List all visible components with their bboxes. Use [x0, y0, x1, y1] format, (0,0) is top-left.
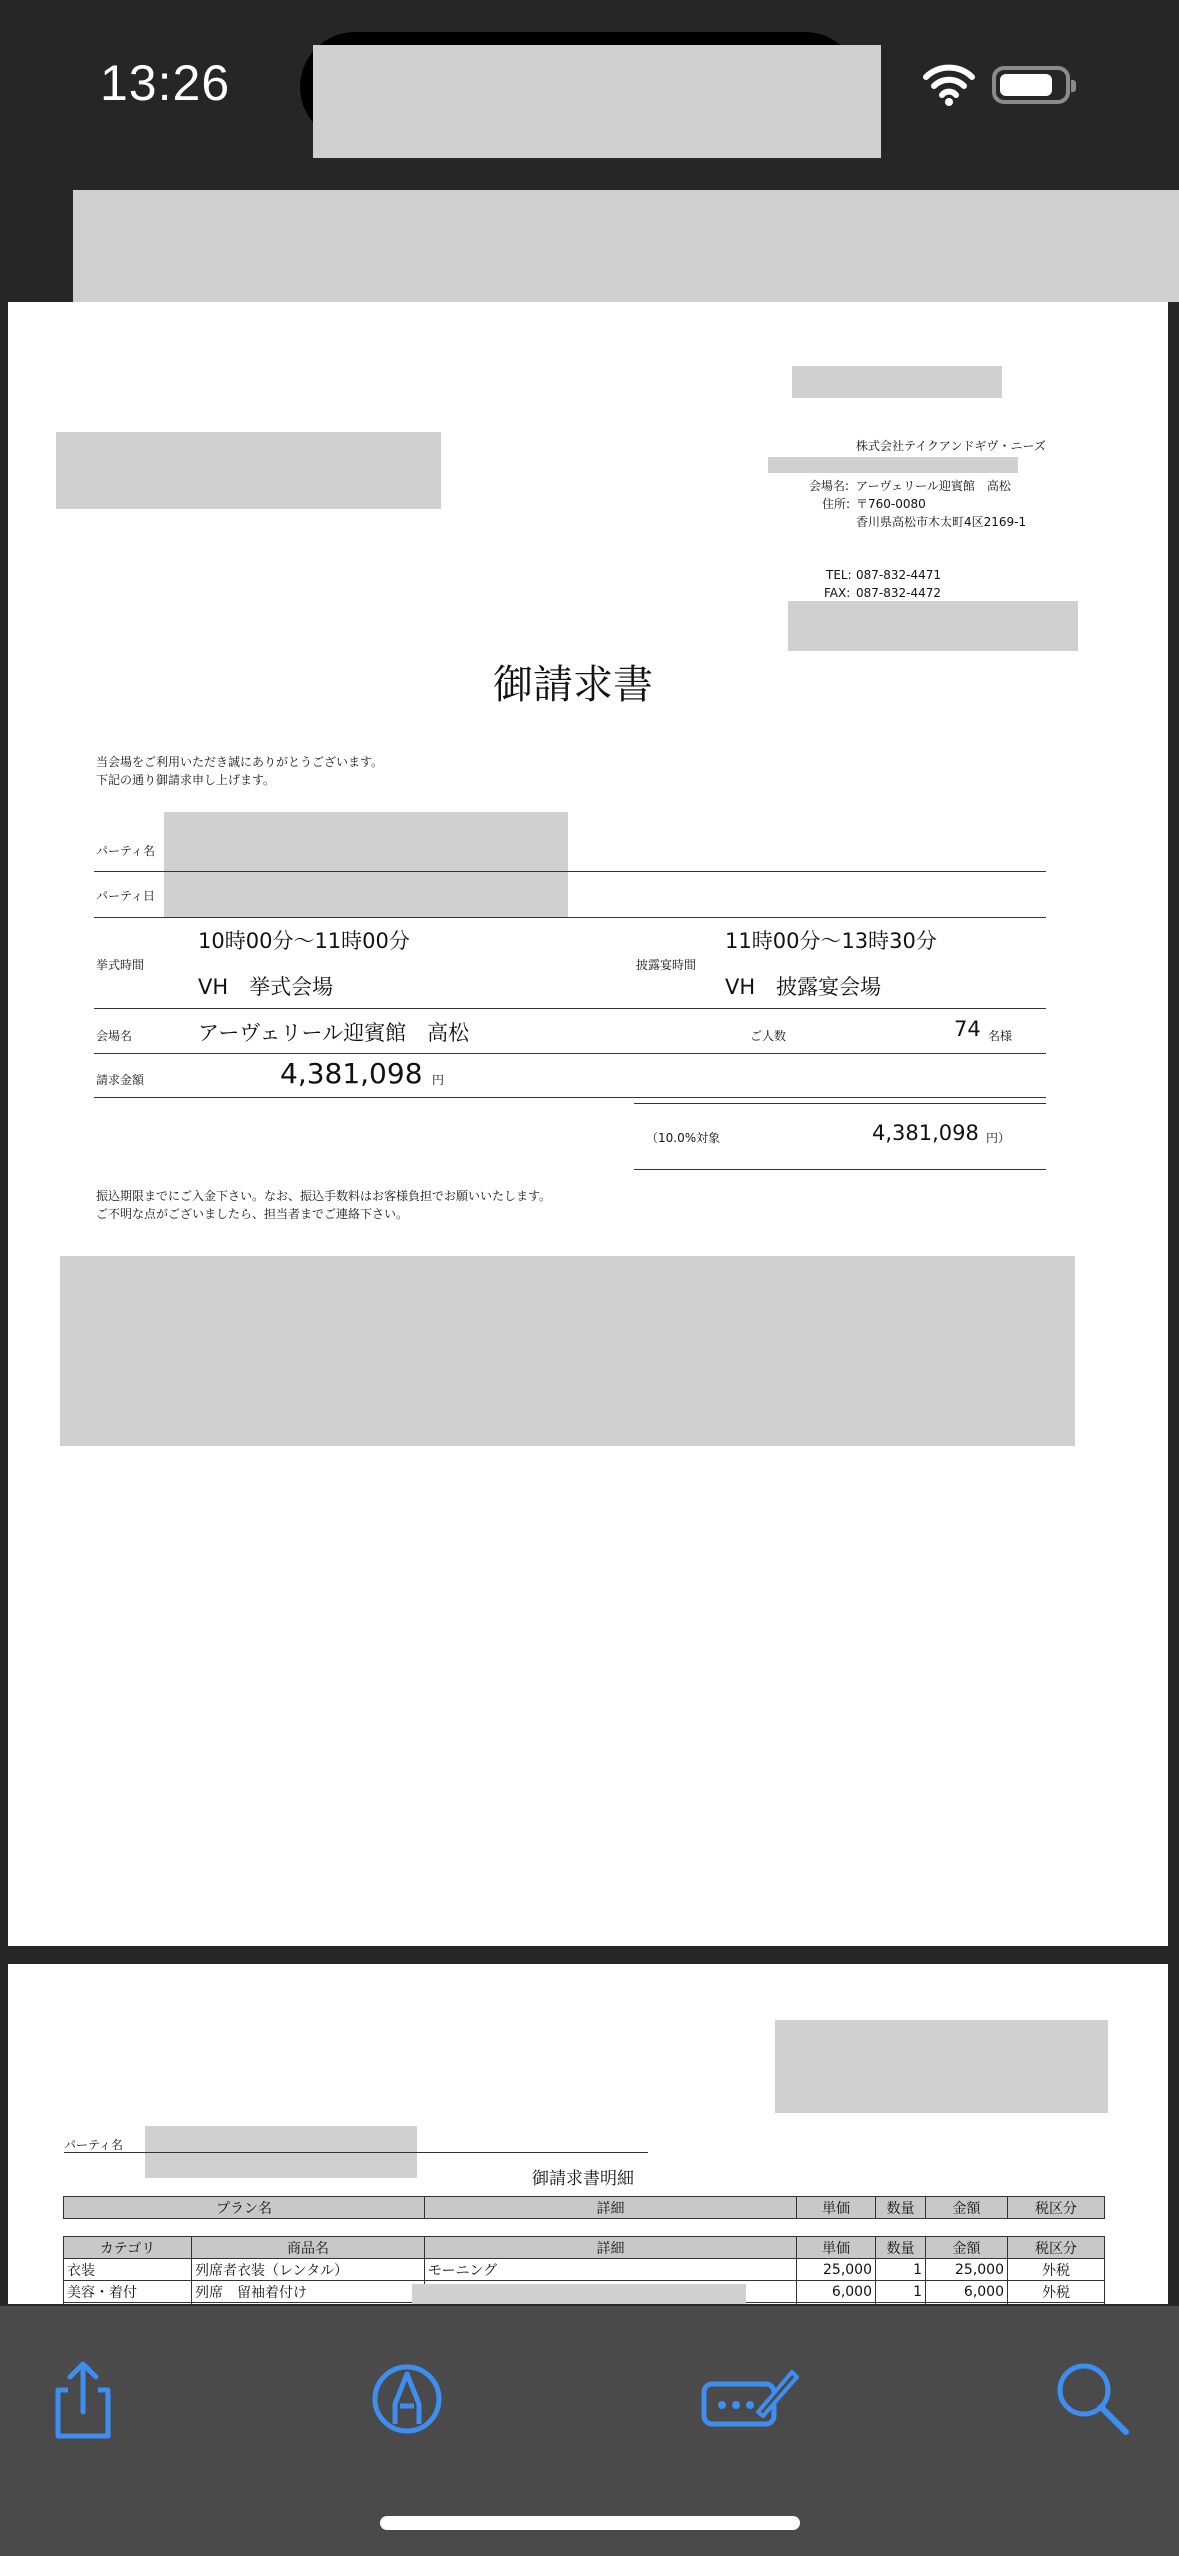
plan-header-row: [64, 2197, 1105, 2219]
tel-label: TEL:: [826, 568, 852, 582]
divider: [634, 1169, 1046, 1170]
items-header-price: 単価: [797, 2237, 876, 2259]
plan-header-tax: 税区分: [1008, 2197, 1105, 2219]
divider: [94, 917, 1046, 918]
redacted-recipient: [56, 432, 441, 509]
payment-note-2: ご不明な点がございましたら、担当者までご連絡下さい。: [96, 1207, 409, 1221]
items-header-name: 商品名: [192, 2237, 425, 2259]
redacted-header-bar: [73, 190, 1179, 302]
company-name: 株式会社テイクアンドギヴ・ニーズ: [856, 439, 1046, 453]
venue-value: アーヴェリール迎賓館 高松: [856, 479, 1011, 493]
battery-icon: [992, 66, 1070, 104]
payment-note-1: 振込期限までにご入金下さい。なお、振込手数料はお客様負担でお願いいたします。: [96, 1189, 552, 1203]
items-header-amount: 金額: [926, 2237, 1008, 2259]
row-qty: 1: [876, 2259, 926, 2281]
row-tax: 外税: [1008, 2259, 1105, 2281]
invoice-page: [8, 302, 1168, 1946]
status-bar: [0, 0, 1179, 180]
ceremony-time-label: 挙式時間: [96, 958, 145, 972]
fax-value: 087-832-4472: [856, 586, 942, 600]
party-name-label: パーティ名: [96, 844, 156, 858]
venue-name-label: 会場名: [96, 1029, 133, 1043]
guests-label: ご人数: [750, 1029, 787, 1043]
redacted-block: [768, 457, 1018, 473]
guests-count: 74: [954, 1017, 981, 1041]
row-price: 25,000: [797, 2259, 876, 2281]
row-tax: 外税: [1008, 2281, 1105, 2303]
row-name: 列席 留袖着付け: [192, 2281, 425, 2303]
wifi-icon: [922, 62, 976, 106]
tax-label: （10.0%対象: [646, 1131, 721, 1145]
party-date-label: パーティ日: [96, 889, 156, 903]
invoice-title: 御請求書: [493, 662, 653, 708]
reception-time: 11時00分～13時30分: [725, 929, 937, 953]
divider: [94, 1097, 1046, 1098]
row-detail: モーニング: [425, 2259, 797, 2281]
plan-table: [63, 2196, 1105, 2219]
plan-header-qty: 数量: [876, 2197, 926, 2219]
redacted-stamp: [775, 2020, 1108, 2113]
ceremony-place: VH 挙式会場: [198, 975, 334, 999]
amount-label: 請求金額: [96, 1073, 145, 1087]
divider: [64, 2152, 648, 2153]
status-time: 13:26: [100, 55, 231, 111]
items-header-row: [64, 2237, 1105, 2259]
details-page: [8, 1964, 1168, 2304]
row-price: 6,000: [797, 2281, 876, 2303]
divider: [94, 1053, 1046, 1054]
divider: [94, 871, 1046, 872]
items-header-category: カテゴリ: [64, 2237, 192, 2259]
address-label: 住所:: [822, 497, 851, 511]
row-name: 列席者衣装（レンタル）: [192, 2259, 425, 2281]
venue-name: アーヴェリール迎賓館 高松: [198, 1021, 470, 1045]
row-category: 美容・着付: [64, 2281, 192, 2303]
home-indicator[interactable]: [380, 2516, 800, 2530]
reception-place: VH 披露宴会場: [725, 975, 882, 999]
postal-code: 〒760-0080: [856, 497, 926, 511]
divider: [94, 1008, 1046, 1009]
plan-header-detail: 詳細: [425, 2197, 797, 2219]
signature-icon[interactable]: [700, 2354, 800, 2444]
share-icon[interactable]: [38, 2354, 128, 2444]
tax-unit: 円）: [986, 1131, 1011, 1145]
venue-label: 会場名:: [809, 479, 850, 493]
reception-time-label: 披露宴時間: [636, 958, 697, 972]
row-amount: 25,000: [926, 2259, 1008, 2281]
details-party-name-label: パーティ名: [64, 2138, 124, 2152]
battery-level: [1000, 74, 1052, 96]
row-category: 衣装: [64, 2259, 192, 2281]
items-header-qty: 数量: [876, 2237, 926, 2259]
amount-unit: 円: [432, 1073, 445, 1087]
details-title: 御請求書明細: [532, 2169, 634, 2189]
search-icon[interactable]: [1048, 2354, 1138, 2444]
redacted-bank-info: [60, 1256, 1075, 1446]
greeting-line-2: 下記の通り御請求申し上げます。: [96, 773, 276, 787]
redacted-block: [792, 366, 1002, 398]
markup-icon[interactable]: [362, 2354, 452, 2444]
plan-header-plan: プラン名: [64, 2197, 425, 2219]
redacted-block: [313, 45, 881, 158]
plan-header-price: 単価: [797, 2197, 876, 2219]
items-header-detail: 詳細: [425, 2237, 797, 2259]
redacted-stamp: [788, 601, 1078, 651]
divider: [634, 1103, 1046, 1104]
guests-unit: 名様: [988, 1029, 1013, 1043]
tel-value: 087-832-4471: [856, 568, 942, 582]
redacted-party-info: [164, 812, 568, 917]
items-header-tax: 税区分: [1008, 2237, 1105, 2259]
ceremony-time: 10時00分～11時00分: [198, 929, 410, 953]
table-row: [64, 2259, 1105, 2281]
address: 香川県高松市木太町4区2169-1: [856, 515, 1027, 529]
tax-amount: 4,381,098: [872, 1121, 979, 1145]
plan-header-amount: 金額: [926, 2197, 1008, 2219]
fax-label: FAX:: [824, 586, 851, 600]
greeting-line-1: 当会場をご利用いただき誠にありがとうございます。: [96, 755, 384, 769]
row-amount: 6,000: [926, 2281, 1008, 2303]
invoice-amount: 4,381,098: [280, 1057, 423, 1090]
redacted-block: [412, 2284, 746, 2304]
row-qty: 1: [876, 2281, 926, 2303]
